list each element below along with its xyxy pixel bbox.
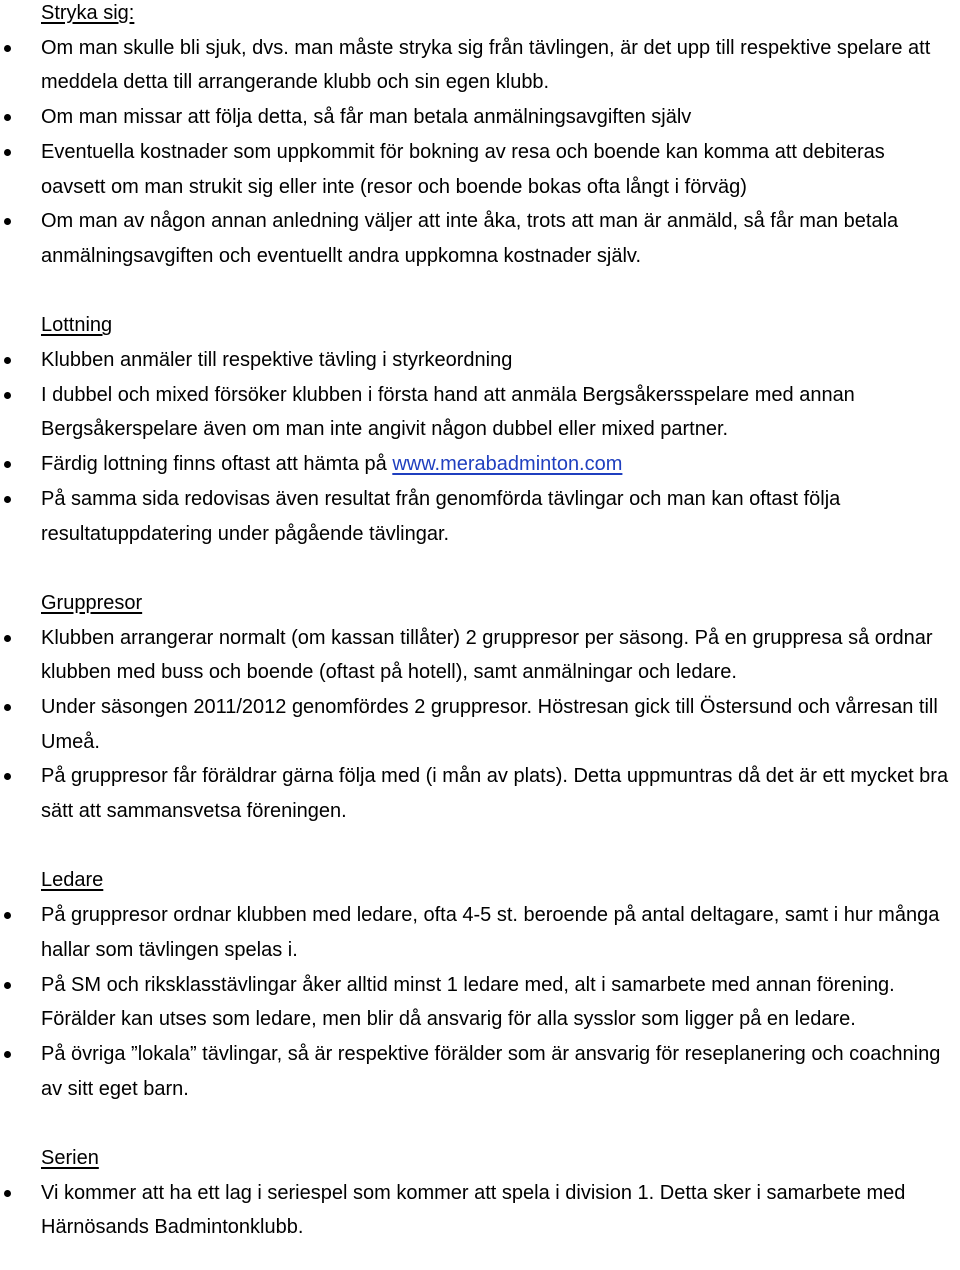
bullet-icon — [4, 392, 11, 399]
list-item — [0, 378, 954, 447]
section-heading: Gruppresor — [41, 591, 143, 614]
list-item — [0, 100, 954, 135]
bullet-icon — [4, 704, 11, 711]
list-item-text: Eventuella kostnader som uppkommit för bokning av resa och boende kan komma att debiteras oavsett om man strukit sig eller inte (resor och boende bokas ofta långt i förväg) — [41, 140, 885, 198]
bullet-icon — [4, 1190, 11, 1197]
list-item — [0, 343, 954, 378]
list-item-text: Under säsongen 2011/2012 genomfördes 2 gruppresor. Höstresan gick till Östersund och vårresan till Umeå. — [41, 695, 938, 753]
list-item — [0, 31, 954, 100]
blank-line — [0, 551, 954, 586]
list-item — [0, 621, 954, 690]
list-item-text: På gruppresor ordnar klubben med ledare, ofta 4-5 st. beroende på antal deltagare, samt i hur många hallar som tävlingen spelas i. — [41, 904, 940, 961]
list-item — [0, 482, 954, 551]
list-item — [0, 447, 954, 482]
bullet-icon — [4, 149, 11, 156]
list-item-text: Om man missar att följa detta, så får man betala anmälningsavgiften själv — [41, 106, 692, 129]
bullet-icon — [4, 218, 11, 225]
bullet-icon — [4, 912, 11, 919]
section-stryka-sig — [0, 0, 954, 274]
list-item-text: Färdig lottning finns oftast att hämta på — [41, 453, 393, 476]
bullet-icon — [4, 357, 11, 364]
bullet-icon — [4, 461, 11, 468]
list-item — [0, 1037, 954, 1106]
blank-line — [0, 829, 954, 864]
list-item — [0, 1176, 954, 1245]
list-item-text: På övriga ”lokala” tävlingar, så är respektive förälder som är ansvarig för reseplanering och coachning av sitt eget barn. — [41, 1042, 941, 1100]
list-item-text: Klubben anmäler till respektive tävling i styrkeordning — [41, 348, 513, 371]
list-item — [0, 759, 954, 828]
bullet-icon — [4, 773, 11, 780]
bullet-list — [0, 1176, 954, 1245]
section-serien — [0, 1141, 954, 1245]
bullet-icon — [4, 635, 11, 642]
section-heading: Ledare — [41, 869, 104, 892]
section-heading: Stryka sig: — [41, 2, 135, 24]
list-item-text: Vi kommer att ha ett lag i seriespel som kommer att spela i division 1. Detta sker i samarbete med Härnösands Badmintonklubb. — [41, 1181, 906, 1239]
bullet-icon — [4, 496, 11, 503]
bullet-list — [0, 621, 954, 829]
list-item-text: På SM och riksklasstävlingar åker alltid minst 1 ledare med, alt i samarbete med annan förening. Förälder kan utses som ledare, men blir då ansvarig för alla sysslor som ligger på en ledare. — [41, 973, 895, 1031]
list-item-text: Om man av någon annan anledning väljer att inte åka, trots att man är anmäld, så får man betala anmälningsavgiften och eventuellt andra uppkomna kostnader själv. — [41, 210, 899, 267]
merabadminton-link[interactable]: www.merabadminton.com — [392, 453, 623, 476]
list-item — [0, 690, 954, 759]
bullet-icon — [4, 114, 11, 121]
bullet-list — [0, 898, 954, 1106]
list-item-text: Klubben arrangerar normalt (om kassan tillåter) 2 gruppresor per säsong. På en gruppresa så ordnar klubben med buss och boende (oftast på hotell), samt anmälningar och ledare. — [41, 626, 933, 684]
bullet-icon — [4, 982, 11, 989]
list-item — [0, 204, 954, 273]
section-lottning — [0, 308, 954, 551]
list-item-text: På gruppresor får föräldrar gärna följa med (i mån av plats). Detta uppmuntras då det är ett mycket bra sätt att sammansvetsa föreningen. — [41, 765, 949, 823]
list-item — [0, 898, 954, 967]
list-item-text: I dubbel och mixed försöker klubben i första hand att anmäla Bergsåkersspelare med annan Bergsåkerspelare även om man inte angivit någon dubbel eller mixed partner. — [41, 383, 855, 441]
bullet-list — [0, 343, 954, 551]
blank-line — [0, 274, 954, 309]
list-item — [0, 135, 954, 204]
section-heading: Lottning — [41, 314, 113, 337]
bullet-icon — [4, 45, 11, 52]
bullet-list — [0, 31, 954, 274]
bullet-icon — [4, 1051, 11, 1058]
blank-line — [0, 1106, 954, 1141]
section-gruppresor — [0, 586, 954, 829]
list-item-text: På samma sida redovisas även resultat från genomförda tävlingar och man kan oftast följa resultatuppdatering under pågående tävlingar. — [41, 487, 841, 545]
section-heading: Serien — [41, 1147, 99, 1170]
list-item — [0, 968, 954, 1037]
list-item-text: Om man skulle bli sjuk, dvs. man måste stryka sig från tävlingen, är det upp till respektive spelare att meddela detta till arrangerande klubb och sin egen klubb. — [41, 36, 931, 94]
section-ledare — [0, 863, 954, 1106]
